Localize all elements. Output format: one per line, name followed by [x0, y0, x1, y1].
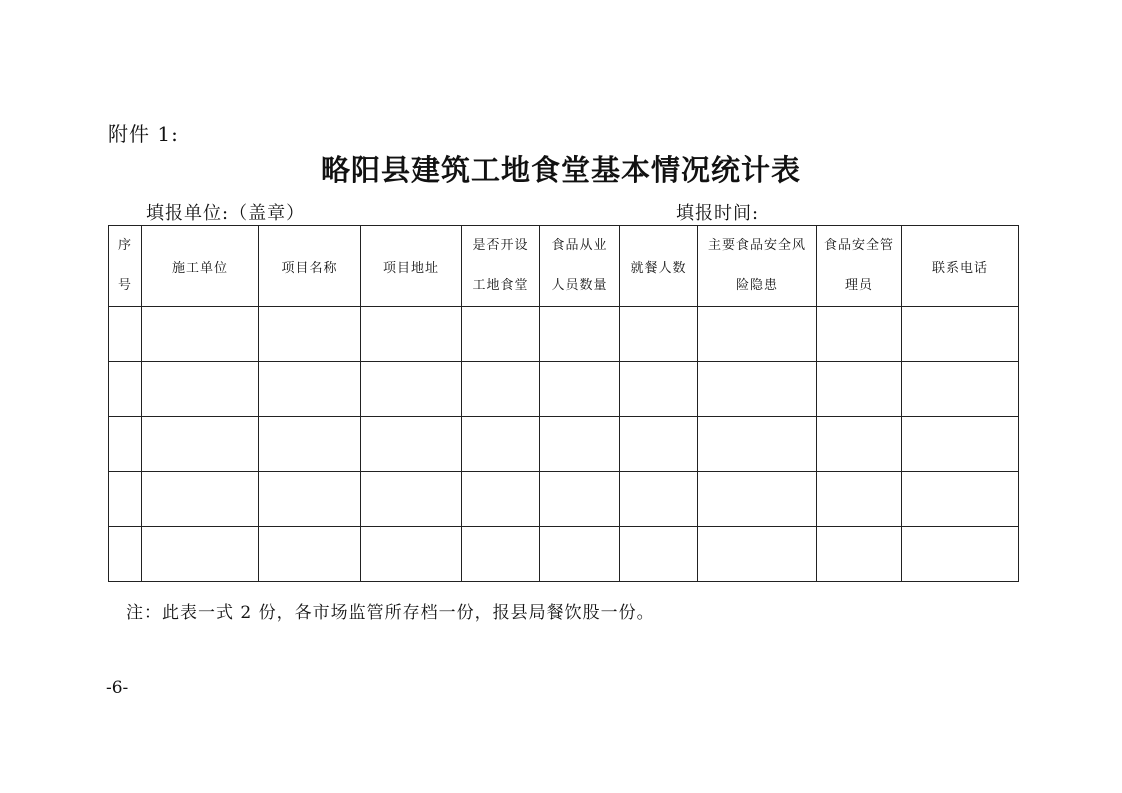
table-cell[interactable] — [462, 472, 540, 527]
table-cell[interactable] — [361, 362, 462, 417]
table-cell[interactable] — [698, 527, 817, 582]
header-food-safety-manager — [817, 226, 902, 307]
table-cell[interactable] — [259, 417, 361, 472]
table-row — [109, 527, 1019, 582]
table-cell[interactable] — [109, 417, 142, 472]
table-cell[interactable] — [361, 417, 462, 472]
header-line: 主要食品安全风 — [707, 238, 806, 253]
table-cell[interactable] — [620, 417, 698, 472]
footnote: 注：此表一式 2 份，各市场监管所存档一份，报县局餐饮股一份。 — [126, 603, 655, 623]
table-cell[interactable] — [540, 417, 620, 472]
header-line: 食品安全管 — [823, 238, 894, 253]
table-cell[interactable] — [902, 472, 1019, 527]
table-cell[interactable] — [817, 472, 902, 527]
table-cell[interactable] — [142, 472, 259, 527]
header-project-name — [259, 226, 361, 307]
header-line: 工地食堂 — [472, 278, 529, 293]
table-cell[interactable] — [902, 307, 1019, 362]
table-cell[interactable] — [817, 417, 902, 472]
header-contact-phone — [902, 226, 1019, 307]
table-cell[interactable] — [698, 417, 817, 472]
table-cell[interactable] — [620, 472, 698, 527]
table-cell[interactable] — [698, 472, 817, 527]
fill-time-label: 填报时间: — [676, 203, 760, 224]
table-cell[interactable] — [259, 362, 361, 417]
table-cell[interactable] — [902, 362, 1019, 417]
page-number: -6- — [106, 678, 129, 698]
table-cell[interactable] — [620, 527, 698, 582]
table-cell[interactable] — [259, 472, 361, 527]
table-cell[interactable] — [817, 307, 902, 362]
table-cell[interactable] — [540, 527, 620, 582]
table-cell[interactable] — [142, 527, 259, 582]
header-diner-count — [620, 226, 698, 307]
table-row — [109, 417, 1019, 472]
table-row — [109, 307, 1019, 362]
table-cell[interactable] — [142, 362, 259, 417]
table-cell[interactable] — [902, 417, 1019, 472]
table-row — [109, 362, 1019, 417]
header-line: 食品从业 — [551, 238, 608, 253]
header-line: 联系电话 — [931, 260, 988, 276]
table-cell[interactable] — [902, 527, 1019, 582]
header-construction-unit — [142, 226, 259, 307]
table-cell[interactable] — [540, 307, 620, 362]
table-cell[interactable] — [361, 307, 462, 362]
table-cell[interactable] — [462, 417, 540, 472]
header-line: 险隐患 — [735, 278, 778, 293]
table-cell[interactable] — [462, 362, 540, 417]
page-title: 略阳县建筑工地食堂基本情况统计表 — [320, 153, 801, 187]
table-cell[interactable] — [259, 307, 361, 362]
fill-unit-label: 填报单位:（盖章） — [146, 203, 306, 224]
table-cell[interactable] — [109, 527, 142, 582]
header-line: 序 — [117, 238, 132, 253]
table-cell[interactable] — [698, 362, 817, 417]
table-cell[interactable] — [109, 307, 142, 362]
header-food-safety-risks — [698, 226, 817, 307]
table-header-row — [109, 226, 1019, 307]
header-line: 施工单位 — [171, 260, 228, 276]
statistics-table — [108, 225, 1019, 582]
table-cell[interactable] — [540, 362, 620, 417]
table-cell[interactable] — [462, 307, 540, 362]
table-cell[interactable] — [142, 417, 259, 472]
header-line: 人员数量 — [551, 278, 608, 293]
table-cell[interactable] — [620, 307, 698, 362]
table-cell[interactable] — [361, 527, 462, 582]
header-line: 项目名称 — [281, 260, 338, 276]
table-row — [109, 472, 1019, 527]
header-line: 是否开设 — [472, 238, 529, 253]
table-cell[interactable] — [698, 307, 817, 362]
header-serial-number — [109, 226, 142, 307]
table-cell[interactable] — [109, 362, 142, 417]
table-cell[interactable] — [620, 362, 698, 417]
table-cell[interactable] — [540, 472, 620, 527]
header-has-canteen — [462, 226, 540, 307]
table-cell[interactable] — [259, 527, 361, 582]
table-cell[interactable] — [462, 527, 540, 582]
header-project-address — [361, 226, 462, 307]
table-cell[interactable] — [817, 362, 902, 417]
header-line: 理员 — [844, 278, 873, 293]
table-cell[interactable] — [817, 527, 902, 582]
table-cell[interactable] — [109, 472, 142, 527]
table-cell[interactable] — [142, 307, 259, 362]
header-food-staff-count — [540, 226, 620, 307]
header-line: 项目地址 — [382, 260, 439, 276]
attachment-label: 附件 1: — [108, 122, 179, 146]
header-line: 号 — [117, 278, 132, 293]
table-cell[interactable] — [361, 472, 462, 527]
header-line: 就餐人数 — [630, 260, 687, 276]
